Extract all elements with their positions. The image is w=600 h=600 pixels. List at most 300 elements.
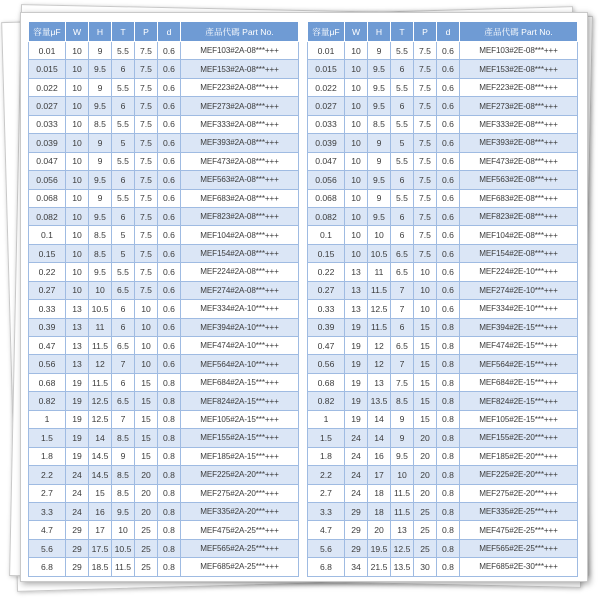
cell-height: 9.5 (89, 171, 112, 189)
cell-part-no: MEF335#2A-20***+++ (181, 502, 299, 520)
cell-thickness: 5.5 (112, 152, 135, 170)
cell-capacitance: 1.8 (308, 447, 345, 465)
cell-capacitance: 0.27 (308, 281, 345, 299)
cell-width: 13 (345, 281, 368, 299)
cell-pitch: 7.5 (414, 78, 437, 96)
cell-thickness: 9.5 (112, 502, 135, 520)
cell-width: 10 (345, 134, 368, 152)
cell-part-no: MEF224#2A-08***+++ (181, 263, 299, 281)
cell-pitch: 15 (414, 337, 437, 355)
cell-diameter: 0.6 (158, 244, 181, 262)
cell-thickness: 10 (391, 466, 414, 484)
cell-thickness: 9.5 (391, 447, 414, 465)
cell-thickness: 8.5 (112, 466, 135, 484)
cell-capacitance: 0.015 (308, 60, 345, 78)
cell-width: 29 (345, 521, 368, 539)
cell-capacitance: 5.6 (308, 539, 345, 557)
table-row (29, 152, 299, 170)
cell-height: 18 (368, 484, 391, 502)
cell-diameter: 0.6 (437, 60, 460, 78)
cell-part-no: MEF333#2E-08***+++ (460, 115, 578, 133)
cell-part-no: MEF275#2A-20***+++ (181, 484, 299, 502)
cell-diameter: 0.6 (437, 171, 460, 189)
cell-capacitance: 1 (308, 410, 345, 428)
cell-pitch: 25 (135, 521, 158, 539)
table-row (29, 226, 299, 244)
table-row (308, 373, 578, 391)
cell-thickness: 12.5 (391, 539, 414, 557)
table-row (308, 115, 578, 133)
cell-height: 12 (368, 337, 391, 355)
cell-capacitance: 0.068 (29, 189, 66, 207)
cell-capacitance: 0.39 (29, 318, 66, 336)
cell-diameter: 0.6 (437, 42, 460, 60)
cell-pitch: 7.5 (135, 152, 158, 170)
cell-diameter: 0.8 (437, 429, 460, 447)
table-row (29, 539, 299, 557)
cell-height: 9 (89, 78, 112, 96)
cell-height: 9 (89, 134, 112, 152)
cell-capacitance: 1.5 (29, 429, 66, 447)
cell-part-no: MEF154#2E-08***+++ (460, 244, 578, 262)
cell-height: 12 (89, 355, 112, 373)
cell-diameter: 0.6 (158, 152, 181, 170)
cell-width: 10 (345, 78, 368, 96)
cell-height: 11.5 (89, 337, 112, 355)
cell-pitch: 7.5 (135, 244, 158, 262)
column-header-diameter: d (158, 22, 181, 42)
cell-part-no: MEF333#2A-08***+++ (181, 115, 299, 133)
cell-capacitance: 0.039 (308, 134, 345, 152)
cell-width: 10 (66, 115, 89, 133)
cell-part-no: MEF185#2A-15***+++ (181, 447, 299, 465)
cell-pitch: 7.5 (414, 226, 437, 244)
cell-height: 10 (368, 226, 391, 244)
cell-diameter: 0.6 (158, 42, 181, 60)
cell-part-no: MEF823#2E-08***+++ (460, 207, 578, 225)
cell-capacitance: 0.033 (308, 115, 345, 133)
cell-pitch: 20 (414, 429, 437, 447)
cell-thickness: 8.5 (112, 429, 135, 447)
cell-thickness: 9 (391, 410, 414, 428)
cell-part-no: MEF824#2E-15***+++ (460, 392, 578, 410)
cell-height: 14 (368, 429, 391, 447)
cell-part-no: MEF104#2A-08***+++ (181, 226, 299, 244)
table-row (29, 263, 299, 281)
cell-part-no: MEF224#2E-10***+++ (460, 263, 578, 281)
cell-part-no: MEF823#2A-08***+++ (181, 207, 299, 225)
cell-pitch: 7.5 (414, 152, 437, 170)
table-row (29, 171, 299, 189)
cell-thickness: 6 (391, 226, 414, 244)
cell-height: 18.5 (89, 558, 112, 576)
table-row (29, 429, 299, 447)
cell-capacitance: 0.47 (308, 337, 345, 355)
cell-part-no: MEF155#2A-15***+++ (181, 429, 299, 447)
cell-pitch: 15 (135, 392, 158, 410)
spec-table-left (28, 21, 299, 577)
cell-pitch: 20 (414, 484, 437, 502)
cell-capacitance: 0.22 (308, 263, 345, 281)
cell-height: 13.5 (368, 392, 391, 410)
cell-thickness: 6.5 (112, 337, 135, 355)
spec-table-right (307, 21, 578, 577)
cell-height: 9.5 (89, 60, 112, 78)
cell-pitch: 7.5 (135, 134, 158, 152)
cell-capacitance: 0.047 (29, 152, 66, 170)
cell-pitch: 7.5 (414, 244, 437, 262)
cell-pitch: 20 (414, 466, 437, 484)
cell-thickness: 5.5 (112, 189, 135, 207)
cell-width: 13 (66, 300, 89, 318)
cell-capacitance: 0.01 (29, 42, 66, 60)
cell-capacitance: 0.27 (29, 281, 66, 299)
cell-height: 12.5 (89, 392, 112, 410)
cell-part-no: MEF684#2A-15***+++ (181, 373, 299, 391)
cell-thickness: 5.5 (391, 42, 414, 60)
cell-diameter: 0.6 (158, 318, 181, 336)
table-body (29, 42, 299, 577)
cell-height: 9 (89, 189, 112, 207)
table-row (308, 60, 578, 78)
cell-thickness: 6 (391, 60, 414, 78)
cell-part-no: MEF105#2E-15***+++ (460, 410, 578, 428)
cell-part-no: MEF154#2A-08***+++ (181, 244, 299, 262)
cell-diameter: 0.6 (158, 355, 181, 373)
cell-thickness: 5.5 (112, 115, 135, 133)
cell-pitch: 25 (414, 521, 437, 539)
cell-width: 19 (66, 447, 89, 465)
cell-part-no: MEF393#2A-08***+++ (181, 134, 299, 152)
cell-capacitance: 0.68 (308, 373, 345, 391)
cell-diameter: 0.8 (437, 355, 460, 373)
cell-pitch: 15 (135, 373, 158, 391)
cell-pitch: 20 (135, 502, 158, 520)
cell-pitch: 15 (414, 373, 437, 391)
table-row (29, 97, 299, 115)
cell-thickness: 6 (391, 207, 414, 225)
cell-pitch: 7.5 (414, 60, 437, 78)
column-header-height: H (89, 22, 112, 42)
cell-width: 10 (66, 281, 89, 299)
column-header-diameter: d (437, 22, 460, 42)
cell-capacitance: 0.22 (29, 263, 66, 281)
cell-thickness: 6 (391, 318, 414, 336)
cell-height: 9.5 (368, 171, 391, 189)
cell-height: 16 (89, 502, 112, 520)
cell-pitch: 30 (414, 558, 437, 576)
cell-capacitance: 0.39 (308, 318, 345, 336)
cell-width: 10 (66, 244, 89, 262)
cell-part-no: MEF274#2A-08***+++ (181, 281, 299, 299)
cell-diameter: 0.8 (158, 447, 181, 465)
table-row (308, 78, 578, 96)
cell-diameter: 0.8 (437, 521, 460, 539)
cell-diameter: 0.6 (158, 226, 181, 244)
table-row (308, 42, 578, 60)
cell-height: 21.5 (368, 558, 391, 576)
column-header-part-no: 產品代碼 Part No. (460, 22, 578, 42)
cell-pitch: 7.5 (135, 189, 158, 207)
cell-diameter: 0.6 (158, 60, 181, 78)
cell-pitch: 10 (414, 300, 437, 318)
cell-width: 19 (66, 373, 89, 391)
cell-width: 10 (345, 97, 368, 115)
cell-pitch: 7.5 (135, 42, 158, 60)
cell-part-no: MEF474#2A-10***+++ (181, 337, 299, 355)
cell-part-no: MEF475#2A-25***+++ (181, 521, 299, 539)
cell-thickness: 6 (112, 60, 135, 78)
cell-capacitance: 3.3 (308, 502, 345, 520)
cell-diameter: 0.8 (437, 558, 460, 576)
table-row (308, 207, 578, 225)
cell-thickness: 13.5 (391, 558, 414, 576)
cell-diameter: 0.8 (158, 466, 181, 484)
cell-capacitance: 0.082 (308, 207, 345, 225)
cell-width: 13 (345, 263, 368, 281)
cell-height: 9.5 (89, 97, 112, 115)
cell-part-no: MEF275#2E-20***+++ (460, 484, 578, 502)
table-row (308, 355, 578, 373)
table-row (308, 97, 578, 115)
cell-height: 9 (368, 189, 391, 207)
cell-width: 13 (66, 355, 89, 373)
cell-pitch: 7.5 (135, 115, 158, 133)
cell-part-no: MEF824#2A-15***+++ (181, 392, 299, 410)
cell-thickness: 11.5 (391, 484, 414, 502)
cell-diameter: 0.8 (437, 466, 460, 484)
cell-thickness: 6.5 (391, 244, 414, 262)
cell-height: 12.5 (368, 300, 391, 318)
cell-width: 24 (66, 484, 89, 502)
cell-pitch: 7.5 (414, 134, 437, 152)
cell-part-no: MEF393#2E-08***+++ (460, 134, 578, 152)
cell-pitch: 7.5 (135, 207, 158, 225)
cell-capacitance: 6.8 (29, 558, 66, 576)
cell-thickness: 5.5 (391, 115, 414, 133)
table-row (308, 521, 578, 539)
cell-part-no: MEF225#2E-20***+++ (460, 466, 578, 484)
table-row (29, 410, 299, 428)
column-header-width: W (66, 22, 89, 42)
cell-pitch: 20 (135, 484, 158, 502)
cell-pitch: 15 (135, 429, 158, 447)
table-row (308, 429, 578, 447)
cell-diameter: 0.6 (158, 300, 181, 318)
cell-height: 9 (89, 152, 112, 170)
cell-diameter: 0.6 (437, 134, 460, 152)
cell-width: 24 (345, 447, 368, 465)
cell-thickness: 8.5 (112, 484, 135, 502)
paper-sheet-front (20, 12, 588, 582)
cell-pitch: 7.5 (135, 226, 158, 244)
table-row (29, 42, 299, 60)
cell-part-no: MEF394#2A-10***+++ (181, 318, 299, 336)
cell-diameter: 0.6 (158, 115, 181, 133)
cell-part-no: MEF273#2A-08***+++ (181, 97, 299, 115)
cell-pitch: 15 (135, 447, 158, 465)
cell-thickness: 5.5 (391, 152, 414, 170)
cell-part-no: MEF334#2E-10***+++ (460, 300, 578, 318)
cell-capacitance: 0.027 (308, 97, 345, 115)
cell-height: 15 (89, 484, 112, 502)
table-row (308, 300, 578, 318)
cell-part-no: MEF473#2A-08***+++ (181, 152, 299, 170)
cell-width: 13 (66, 318, 89, 336)
cell-capacitance: 0.1 (29, 226, 66, 244)
cell-thickness: 10 (112, 521, 135, 539)
cell-pitch: 15 (414, 392, 437, 410)
table-row (308, 281, 578, 299)
cell-pitch: 15 (135, 410, 158, 428)
cell-capacitance: 0.15 (29, 244, 66, 262)
cell-thickness: 6 (112, 97, 135, 115)
cell-width: 24 (345, 484, 368, 502)
cell-width: 10 (66, 171, 89, 189)
table-row (29, 244, 299, 262)
cell-part-no: MEF565#2E-25***+++ (460, 539, 578, 557)
cell-pitch: 7.5 (135, 281, 158, 299)
cell-diameter: 0.8 (437, 337, 460, 355)
cell-pitch: 7.5 (135, 97, 158, 115)
cell-diameter: 0.8 (158, 521, 181, 539)
cell-height: 10.5 (368, 244, 391, 262)
cell-capacitance: 0.022 (29, 78, 66, 96)
cell-width: 24 (66, 502, 89, 520)
cell-part-no: MEF273#2E-08***+++ (460, 97, 578, 115)
cell-pitch: 7.5 (414, 189, 437, 207)
table-row (29, 207, 299, 225)
cell-part-no: MEF474#2E-15***+++ (460, 337, 578, 355)
cell-diameter: 0.8 (437, 484, 460, 502)
cell-diameter: 0.6 (437, 189, 460, 207)
cell-diameter: 0.8 (158, 392, 181, 410)
cell-width: 19 (345, 318, 368, 336)
cell-thickness: 6 (112, 171, 135, 189)
cell-height: 14.5 (89, 447, 112, 465)
cell-height: 8.5 (89, 115, 112, 133)
column-header-part-no: 產品代碼 Part No. (181, 22, 299, 42)
cell-capacitance: 0.047 (308, 152, 345, 170)
cell-part-no: MEF104#2E-08***+++ (460, 226, 578, 244)
cell-diameter: 0.6 (158, 97, 181, 115)
table-row (29, 484, 299, 502)
cell-thickness: 7.5 (391, 373, 414, 391)
cell-part-no: MEF274#2E-10***+++ (460, 281, 578, 299)
cell-pitch: 20 (414, 447, 437, 465)
cell-width: 10 (66, 134, 89, 152)
table-row (308, 171, 578, 189)
cell-pitch: 7.5 (414, 42, 437, 60)
cell-diameter: 0.6 (158, 207, 181, 225)
column-header-capacitance: 容量μF (29, 22, 66, 42)
cell-part-no: MEF185#2E-20***+++ (460, 447, 578, 465)
cell-diameter: 0.8 (158, 410, 181, 428)
cell-thickness: 5 (112, 244, 135, 262)
cell-capacitance: 0.068 (308, 189, 345, 207)
table-header-row (29, 22, 299, 42)
cell-height: 20 (368, 521, 391, 539)
table-row (308, 447, 578, 465)
cell-part-no: MEF103#2E-08***+++ (460, 42, 578, 60)
cell-height: 17 (368, 466, 391, 484)
cell-capacitance: 1.8 (29, 447, 66, 465)
cell-height: 9 (368, 134, 391, 152)
cell-capacitance: 0.56 (29, 355, 66, 373)
cell-width: 10 (345, 42, 368, 60)
cell-diameter: 0.8 (158, 373, 181, 391)
cell-thickness: 5.5 (391, 189, 414, 207)
cell-capacitance: 0.015 (29, 60, 66, 78)
table-row (29, 373, 299, 391)
cell-diameter: 0.8 (158, 484, 181, 502)
cell-thickness: 6.5 (112, 392, 135, 410)
cell-part-no: MEF394#2E-15***+++ (460, 318, 578, 336)
cell-diameter: 0.6 (158, 78, 181, 96)
cell-width: 10 (66, 78, 89, 96)
table-row (29, 134, 299, 152)
table-row (308, 539, 578, 557)
cell-thickness: 6 (112, 373, 135, 391)
cell-capacitance: 3.3 (29, 502, 66, 520)
table-row (29, 337, 299, 355)
cell-diameter: 0.8 (158, 429, 181, 447)
cell-height: 9.5 (89, 263, 112, 281)
table-row (308, 558, 578, 576)
cell-thickness: 10.5 (112, 539, 135, 557)
cell-thickness: 6.5 (391, 337, 414, 355)
cell-width: 10 (66, 152, 89, 170)
table-row (29, 392, 299, 410)
cell-part-no: MEF153#2A-08***+++ (181, 60, 299, 78)
cell-width: 10 (66, 263, 89, 281)
table-row (29, 78, 299, 96)
cell-capacitance: 0.68 (29, 373, 66, 391)
cell-diameter: 0.6 (158, 263, 181, 281)
cell-part-no: MEF684#2E-15***+++ (460, 373, 578, 391)
cell-height: 16 (368, 447, 391, 465)
cell-height: 8.5 (89, 244, 112, 262)
cell-thickness: 13 (391, 521, 414, 539)
cell-diameter: 0.8 (158, 502, 181, 520)
cell-height: 9 (368, 42, 391, 60)
cell-part-no: MEF565#2A-25***+++ (181, 539, 299, 557)
cell-height: 12.5 (89, 410, 112, 428)
cell-thickness: 11.5 (112, 558, 135, 576)
cell-part-no: MEF564#2A-10***+++ (181, 355, 299, 373)
cell-width: 10 (66, 60, 89, 78)
cell-capacitance: 0.022 (308, 78, 345, 96)
cell-thickness: 6 (391, 97, 414, 115)
cell-pitch: 20 (135, 466, 158, 484)
cell-height: 19.5 (368, 539, 391, 557)
cell-pitch: 10 (414, 263, 437, 281)
cell-capacitance: 4.7 (29, 521, 66, 539)
cell-part-no: MEF223#2A-08***+++ (181, 78, 299, 96)
cell-part-no: MEF335#2E-25***+++ (460, 502, 578, 520)
cell-diameter: 0.8 (158, 558, 181, 576)
cell-width: 10 (66, 226, 89, 244)
cell-diameter: 0.6 (437, 152, 460, 170)
cell-thickness: 6 (391, 171, 414, 189)
table-row (29, 318, 299, 336)
cell-diameter: 0.6 (437, 226, 460, 244)
cell-height: 14 (368, 410, 391, 428)
cell-diameter: 0.6 (437, 244, 460, 262)
cell-width: 10 (345, 226, 368, 244)
table-row (308, 189, 578, 207)
cell-capacitance: 2.2 (308, 466, 345, 484)
